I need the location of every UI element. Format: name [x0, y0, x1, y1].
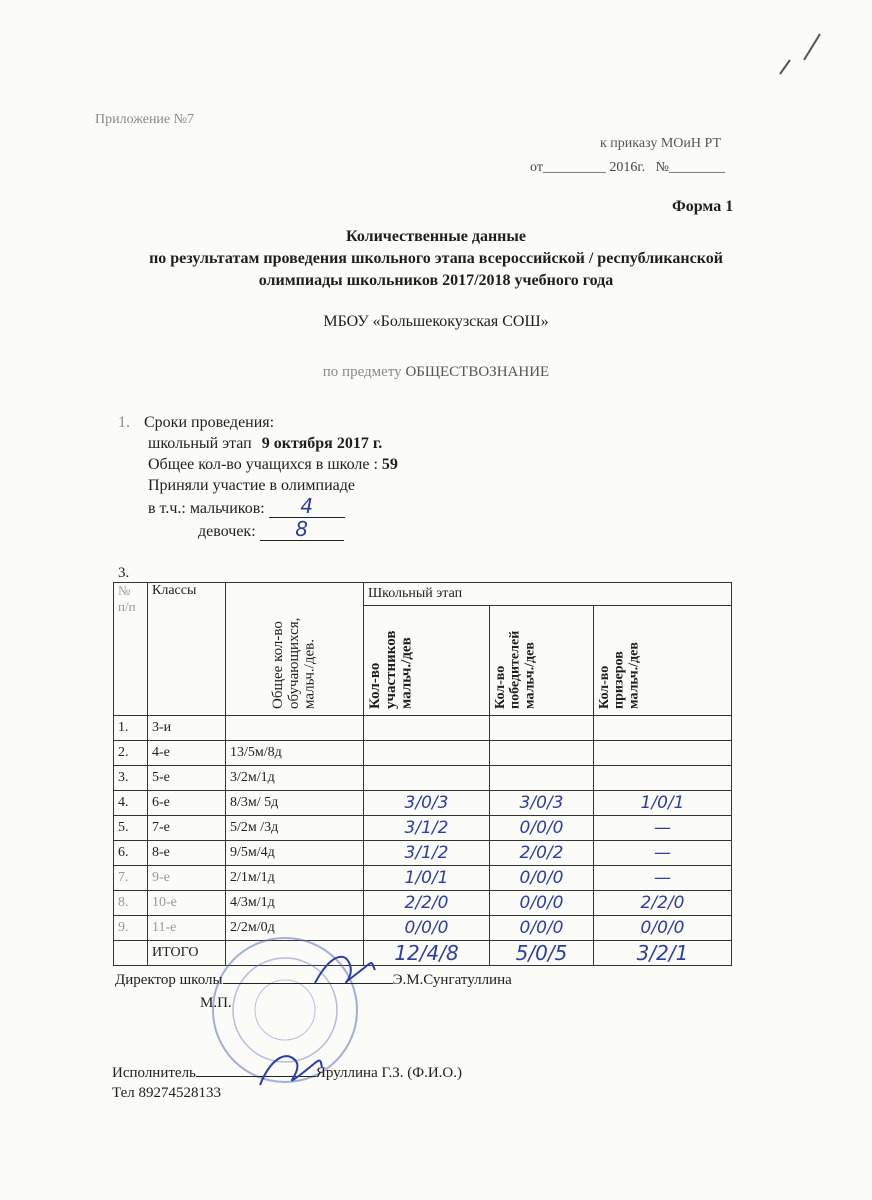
row-class: 4-е	[148, 741, 226, 766]
row-number: 4.	[114, 791, 148, 816]
row-participants	[364, 716, 490, 741]
row-participants: 2/2/0	[364, 891, 490, 916]
row-prize: 0/0/0	[594, 916, 732, 941]
section-heading: Сроки проведения:	[144, 414, 275, 431]
table-row	[114, 766, 732, 791]
row-number: 2.	[114, 741, 148, 766]
row-total: 2/2м/0д	[226, 916, 364, 941]
row-number: 5.	[114, 816, 148, 841]
order-ref: к приказу МОиН РТ	[600, 136, 721, 151]
header-num: № п/п	[114, 583, 148, 716]
total-label: Общее кол-во учащихся в школе :	[148, 456, 378, 473]
row-number: 7.	[114, 866, 148, 891]
row-participants: 3/1/2	[364, 841, 490, 866]
row-class: 9-е	[148, 866, 226, 891]
total-winners: 5/0/5	[490, 941, 594, 966]
total-label: ИТОГО	[148, 941, 226, 966]
header-stage: Школьный этап	[364, 583, 732, 606]
row-total: 3/2м/1д	[226, 766, 364, 791]
row-class: 11-е	[148, 916, 226, 941]
row-winners	[490, 716, 594, 741]
row-winners: 0/0/0	[490, 816, 594, 841]
director-name: Э.М.Сунгатуллина	[392, 972, 512, 988]
row-total	[226, 716, 364, 741]
school-name: МБОУ «Большекокузская СОШ»	[323, 313, 549, 330]
table-row	[114, 791, 732, 816]
pen-mark	[770, 30, 830, 80]
boys-value: 4	[269, 496, 345, 518]
row-total: 2/1м/1д	[226, 866, 364, 891]
row-prize: 1/0/1	[594, 791, 732, 816]
executor-signature	[250, 1040, 330, 1100]
row-prize	[594, 741, 732, 766]
row-winners: 0/0/0	[490, 891, 594, 916]
subject-value: ОБЩЕСТВОЗНАНИЕ	[405, 364, 550, 380]
row-winners: 2/0/2	[490, 841, 594, 866]
row-prize: —	[594, 816, 732, 841]
row-class: 8-е	[148, 841, 226, 866]
form-label: Форма 1	[672, 198, 734, 215]
row-participants: 1/0/1	[364, 866, 490, 891]
director-signature	[310, 945, 380, 995]
row-class: 7-е	[148, 816, 226, 841]
row-winners: 0/0/0	[490, 866, 594, 891]
girls-label: девочек:	[198, 523, 256, 540]
title-line-2: по результатам проведения школьного этапа всероссийской / республиканской	[149, 250, 723, 267]
header-prize: Кол-во призеров мальч./дев	[594, 606, 732, 716]
header-total: Общее кол-во обучающихся, мальч./дев.	[226, 583, 364, 716]
header-participants: Кол-во участников мальч./дев	[364, 606, 490, 716]
executor-name: Яруллина Г.З. (Ф.И.О.)	[315, 1065, 462, 1081]
row-class: 5-е	[148, 766, 226, 791]
row-number: 6.	[114, 841, 148, 866]
row-prize: —	[594, 841, 732, 866]
title-line-3: олимпиады школьников 2017/2018 учебного года	[258, 272, 614, 289]
row-number: 9.	[114, 916, 148, 941]
executor-label: Исполнитель	[112, 1065, 196, 1081]
subject-line	[0, 364, 872, 381]
results-table	[113, 582, 732, 966]
appendix-note: Приложение №7	[95, 112, 194, 127]
participated-label: Приняли участие в олимпиаде	[148, 477, 355, 494]
row-participants: 3/1/2	[364, 816, 490, 841]
order-date: от_________ 2016г. №________	[530, 160, 725, 175]
header-class: Классы	[148, 583, 226, 716]
row-total: 13/5м/8д	[226, 741, 364, 766]
row-class: 6-е	[148, 791, 226, 816]
table-row	[114, 716, 732, 741]
row-winners: 3/0/3	[490, 791, 594, 816]
row-class: 10-е	[148, 891, 226, 916]
section-number: 1.	[118, 414, 130, 431]
row-prize	[594, 716, 732, 741]
girls-value: 8	[260, 519, 344, 541]
row-participants	[364, 741, 490, 766]
row-number: 3.	[114, 766, 148, 791]
header-winners: Кол-во победителей мальч./дев	[490, 606, 594, 716]
total-participants: 12/4/8	[364, 941, 490, 966]
table-row	[114, 816, 732, 841]
row-total: 4/3м/1д	[226, 891, 364, 916]
boys-label: в т.ч.: мальчиков:	[148, 500, 265, 517]
table-row	[114, 741, 732, 766]
row-prize: —	[594, 866, 732, 891]
row-number: 8.	[114, 891, 148, 916]
total-prize: 3/2/1	[594, 941, 732, 966]
row-total: 9/5м/4д	[226, 841, 364, 866]
row-winners: 0/0/0	[490, 916, 594, 941]
table-row	[114, 891, 732, 916]
row-prize	[594, 766, 732, 791]
section3-number: 3.	[118, 565, 130, 581]
row-winners	[490, 741, 594, 766]
table-row	[114, 841, 732, 866]
total-value: 59	[381, 456, 398, 473]
director-label: Директор школы	[115, 972, 223, 988]
section-dates	[118, 412, 398, 542]
row-winners	[490, 766, 594, 791]
phone: Тел 89274528133	[112, 1085, 221, 1101]
stage-date: 9 октября 2017 г.	[261, 435, 383, 452]
stamp-label: М.П.	[200, 995, 232, 1011]
row-number: 1.	[114, 716, 148, 741]
row-participants	[364, 766, 490, 791]
row-participants: 0/0/0	[364, 916, 490, 941]
subject-label: по предмету	[322, 364, 402, 380]
row-class: 3-и	[148, 716, 226, 741]
stage-label: школьный этап	[148, 435, 252, 452]
title-line-1: Количественные данные	[346, 228, 526, 245]
row-participants: 3/0/3	[364, 791, 490, 816]
table-row	[114, 866, 732, 891]
row-total: 8/3м/ 5д	[226, 791, 364, 816]
row-total: 5/2м /3д	[226, 816, 364, 841]
page-title	[0, 226, 872, 292]
row-prize: 2/2/0	[594, 891, 732, 916]
